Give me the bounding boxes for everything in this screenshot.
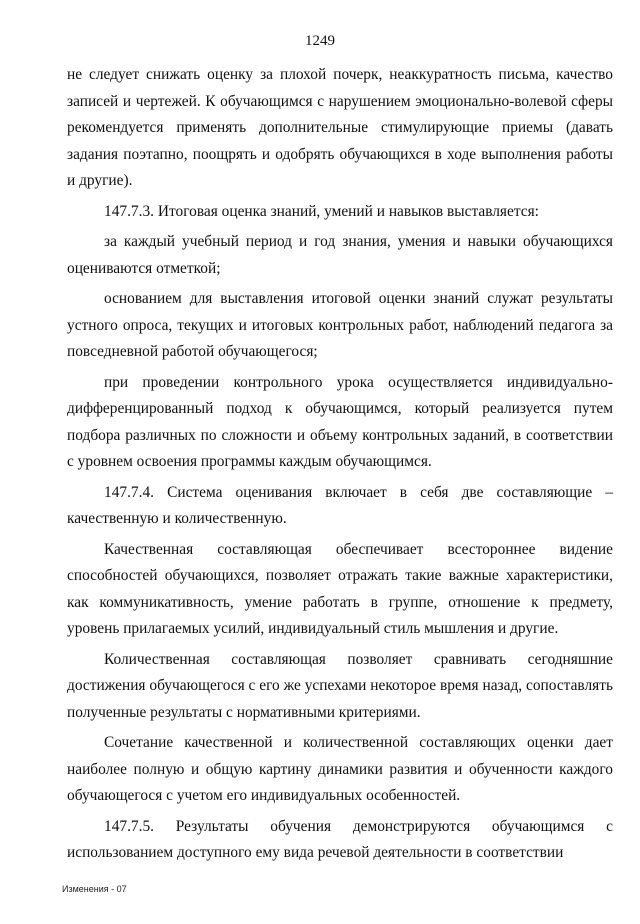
paragraph-6: 147.7.4. Система оценивания включает в себя две составляющие – качественную и количественную. xyxy=(67,483,613,527)
footer-note: Изменения - 07 xyxy=(62,884,127,894)
page-number: 1249 xyxy=(305,33,335,49)
paragraph-8: Количественная составляющая позволяет сравнивать сегодняшние достижения обучающегося с его же успехами некоторое время назад, сопоставлять полученные результаты с нормативными критериями. xyxy=(67,650,613,721)
paragraph-9: Сочетание качественной и количественной составляющих оценки дает наиболее полную и общую картину динамики развития и обученности каждого обучающегося с учетом его индивидуальных особенностей. xyxy=(67,734,613,804)
paragraph-2: 147.7.3. Итоговая оценка знаний, умений и навыков выставляется: xyxy=(104,202,539,220)
paragraph-5: при проведении контрольного урока осуществляется индивидуально-дифференцированный подход к обучающимся, который реализуется путем подбора различных по сложности и объему контрольных заданий, в соответствии с уровнем освоения программы каждым обучающимся. xyxy=(67,373,613,470)
paragraph-4: основанием для выставления итоговой оценки знаний служат результаты устного опроса, текущих и итоговых контрольных работ, наблюдений педагога за повседневной работой обучающегося; xyxy=(67,290,613,360)
document-body xyxy=(67,62,613,871)
paragraph-7: Качественная составляющая обеспечивает всестороннее видение способностей обучающихся, позволяет отражать такие важные характеристики, как коммуникативность, умение работать в группе, отношение к предмету, уровень прилагаемых усилий, индивидуальный стиль мышления и другие. xyxy=(67,540,613,637)
paragraph-10: 147.7.5. Результаты обучения демонстрируются обучающимся с использованием доступного ему вида речевой деятельности в соответствии xyxy=(67,817,613,861)
paragraph-3: за каждый учебный период и год знания, умения и навыки обучающихся оцениваются отметкой; xyxy=(67,233,613,277)
paragraph-1: не следует снижать оценку за плохой почерк, неаккуратность письма, качество записей и чертежей. К обучающимся с нарушением эмоционально-волевой сферы рекомендуется применять дополнительные стимулирующие приемы (давать задания поэтапно, поощрять и одобрять обучающихся в ходе выполнения работы и другие). xyxy=(67,66,613,189)
